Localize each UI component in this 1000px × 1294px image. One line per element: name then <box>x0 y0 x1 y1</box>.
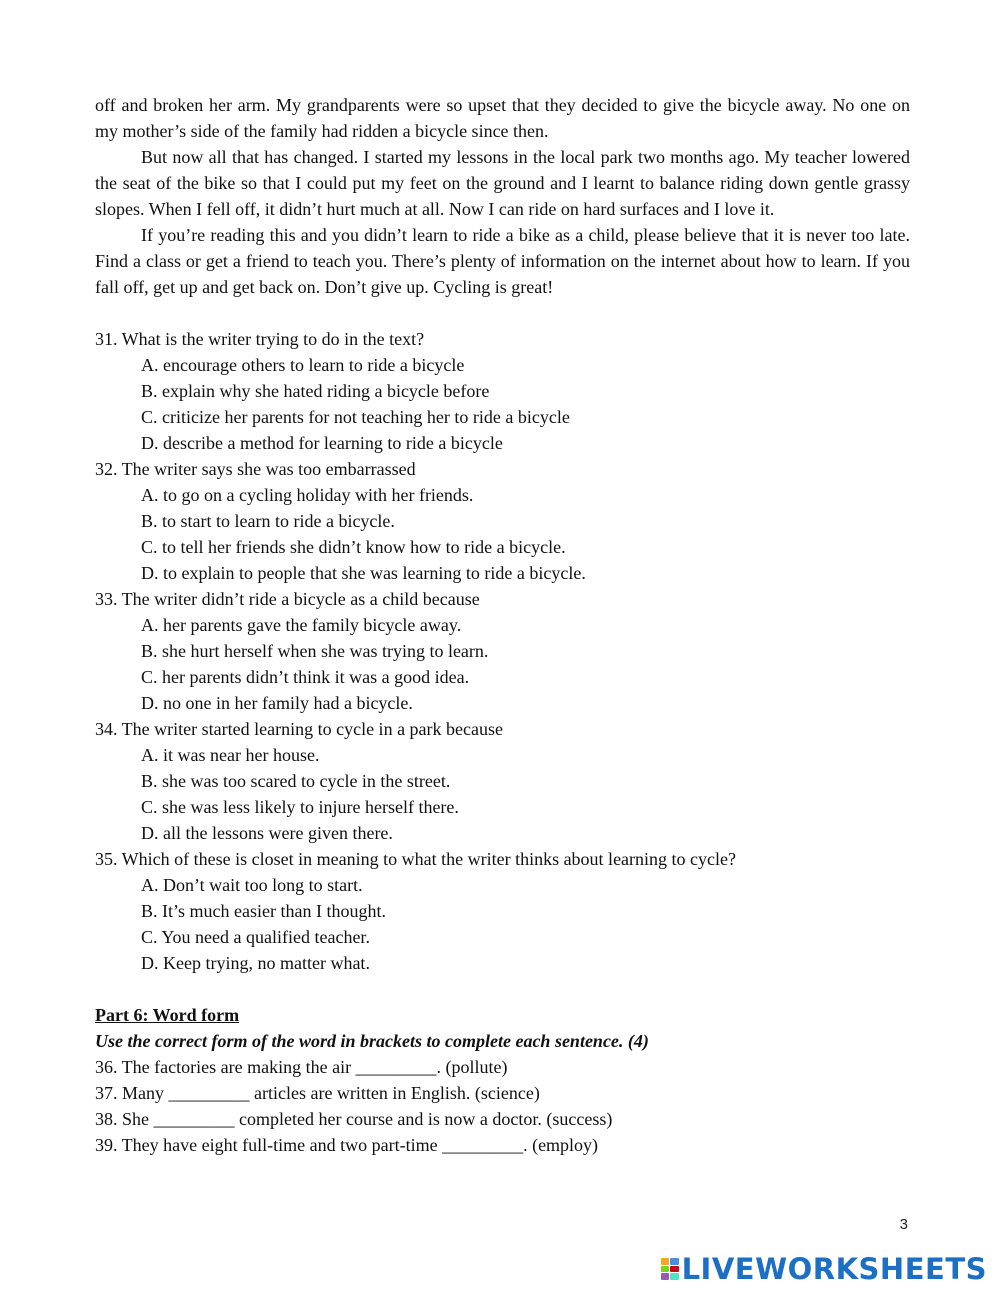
liveworksheets-brand <box>661 1252 987 1286</box>
question-stem: 32. The writer says she was too embarrassed <box>95 459 416 479</box>
option-d[interactable]: D. Keep trying, no matter what. <box>141 953 370 973</box>
logo-block-icon <box>661 1266 670 1273</box>
worksheet-page <box>95 92 910 1158</box>
question-stem: 34. The writer started learning to cycle in a park because <box>95 719 503 739</box>
passage-paragraph-1: off and broken her arm. My grandparents were so upset that they decided to give the bicycle away. No one on my mother’s side of the family had ridden a bicycle since then. <box>95 95 910 141</box>
option-a[interactable]: A. it was near her house. <box>141 745 320 765</box>
option-a[interactable]: A. Don’t wait too long to start. <box>141 875 363 895</box>
option-a[interactable]: A. her parents gave the family bicycle away. <box>141 615 462 635</box>
option-d[interactable]: D. describe a method for learning to ride a bicycle <box>141 433 503 453</box>
passage-paragraph-3: If you’re reading this and you didn’t learn to ride a bike as a child, please believe that it is never too late. Find a class or get a friend to teach you. There’s plenty of information on the internet about how to learn. If you fall off, get up and get back on. Don’t give up. Cycling is great! <box>95 225 910 297</box>
logo-block-icon <box>670 1258 679 1265</box>
question-35 <box>95 846 910 976</box>
question-list <box>95 326 910 976</box>
option-d[interactable]: D. all the lessons were given there. <box>141 823 393 843</box>
logo-block-icon <box>670 1266 679 1273</box>
question-31 <box>95 326 910 456</box>
word-form-item-38[interactable]: 38. She _________ completed her course and is now a doctor. (success) <box>95 1109 613 1129</box>
logo-block-icon <box>661 1258 670 1265</box>
option-a[interactable]: A. encourage others to learn to ride a bicycle <box>141 355 465 375</box>
passage-paragraph-2: But now all that has changed. I started my lessons in the local park two months ago. My teacher lowered the seat of the bike so that I could put my feet on the ground and I learnt to balance riding down gentle grassy slopes. When I fell off, it didn’t hurt much at all. Now I can ride on hard surfaces and I love it. <box>95 147 910 219</box>
word-form-item-37[interactable]: 37. Many _________ articles are written in English. (science) <box>95 1083 540 1103</box>
option-c[interactable]: C. she was less likely to injure herself there. <box>141 797 459 817</box>
spacer <box>95 976 910 1002</box>
spacer <box>95 300 910 326</box>
word-form-item-36[interactable]: 36. The factories are making the air _________. (pollute) <box>95 1057 508 1077</box>
option-b[interactable]: B. she was too scared to cycle in the street. <box>141 771 451 791</box>
question-32 <box>95 456 910 586</box>
logo-block-icon <box>670 1273 679 1280</box>
logo-block-icon <box>661 1273 670 1280</box>
question-stem: 35. Which of these is closet in meaning to what the writer thinks about learning to cycle? <box>95 849 736 869</box>
option-b[interactable]: B. It’s much easier than I thought. <box>141 901 386 921</box>
reading-passage <box>95 92 910 300</box>
question-34 <box>95 716 910 846</box>
option-d[interactable]: D. no one in her family had a bicycle. <box>141 693 413 713</box>
word-form-item-39[interactable]: 39. They have eight full-time and two part-time _________. (employ) <box>95 1135 599 1155</box>
option-c[interactable]: C. her parents didn’t think it was a good idea. <box>141 667 470 687</box>
brand-name: LIVEWORKSHEETS <box>681 1252 987 1286</box>
page-number: 3 <box>899 1216 908 1233</box>
option-a[interactable]: A. to go on a cycling holiday with her friends. <box>141 485 474 505</box>
part-6-section <box>95 1002 910 1158</box>
part-6-instruction: Use the correct form of the word in brackets to complete each sentence. (4) <box>95 1031 649 1051</box>
question-stem: 33. The writer didn’t ride a bicycle as a child because <box>95 589 480 609</box>
option-b[interactable]: B. she hurt herself when she was trying to learn. <box>141 641 489 661</box>
question-stem: 31. What is the writer trying to do in the text? <box>95 329 425 349</box>
option-d[interactable]: D. to explain to people that she was learning to ride a bicycle. <box>141 563 586 583</box>
option-c[interactable]: C. to tell her friends she didn’t know how to ride a bicycle. <box>141 537 566 557</box>
question-33 <box>95 586 910 716</box>
part-6-title: Part 6: Word form <box>95 1005 240 1025</box>
liveworksheets-logo-icon <box>661 1258 679 1280</box>
option-c[interactable]: C. criticize her parents for not teaching her to ride a bicycle <box>141 407 570 427</box>
option-b[interactable]: B. explain why she hated riding a bicycle before <box>141 381 490 401</box>
option-c[interactable]: C. You need a qualified teacher. <box>141 927 370 947</box>
option-b[interactable]: B. to start to learn to ride a bicycle. <box>141 511 395 531</box>
